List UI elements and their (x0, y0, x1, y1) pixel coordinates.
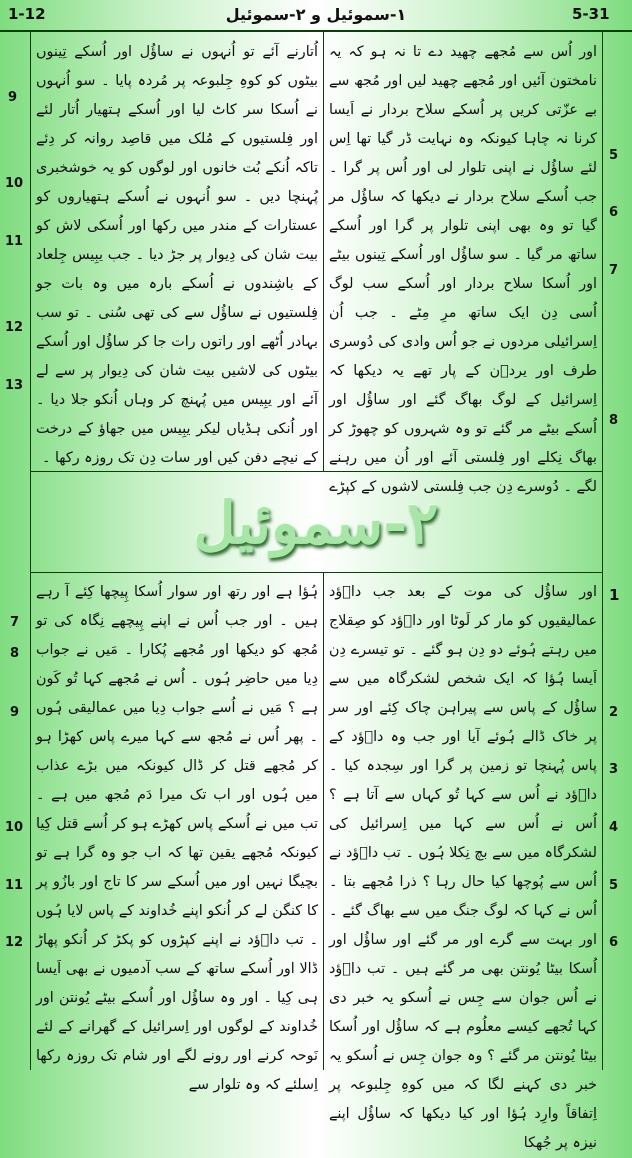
verse-number: 12 (5, 320, 24, 335)
running-head-title: ۱-سموئیل و ۲-سموئیل (225, 5, 407, 24)
verse-number: 2 (609, 705, 619, 720)
verse-number: 6 (609, 935, 619, 950)
verse-number: 12 (5, 935, 24, 950)
top-column-divider (323, 30, 324, 471)
bottom-right-column: اور ساؤُل کی موت کے بعد جب داؔؤد عمالیقیوں کو مار کر لَوٹا اور داؔؤد کو صِقلاج میں رہتے ہُوئے دو دِن ہو گئے ۔ تو تیسرے دِن اَیسا ہُؤا کہ ایک شخص لشکرگاہ میں سے ساؤُل کے پاس سے پیراہن چاک کِئے اور سر پر خاک ڈالے ہُوئے آیا اور جب وہ داؔؤد کے پاس پُہنچا تو زمین پر گرا اور سِجدہ کیا ۔ داؔؤد نے اُس سے کہا تُو کہاں سے آتا ہے ؟ اُس نے اُس سے کہا میں اِسرائیل کی لشکرگاہ میں سے بچ نِکلا ہُوں ۔ تب داؔؤد نے اُس سے پُوچھا کیا حال رہا ؟ ذرا مُجھے بتا ۔ اُس نے کہا کہ لوگ جنگ میں سے بھاگ گئے ۔ اور بہت سے گرے اور مر گئے اور ساؤُل اور اُسکا بیٹا یُونتن بھی مر گئے ہیں ۔ تب داؔؤد نے اُس جوان سے جِس نے اُسکو یہ خبر دی کہا تُجھے کیسے معلُوم ہے کہ ساؤُل اور اُسکا بیٹا یُونتن مر گئے ؟ وہ جوان جِس نے اُسکو یہ خبر دی کہنے لگا کہ میں کوہِ جِلبوعہ پر اِتفاقاً وارِد ہُؤا اور کیا دیکھا کہ ساؤُل اپنے نیزہ پر جُھکا (329, 584, 597, 1151)
bottom-column-divider (323, 572, 324, 1070)
verse-number: 13 (5, 378, 24, 393)
top-right-column: اور اُس سے مُجھے چھید دے تا نہ ہو کہ یہ نامختون آئیں اور مُجھے چھید لیں اور مُجھ سے بے عزّتی کریں پر اُسکے سلاح بردار نے اَیسا کرنا نہ چاہا کیونکہ وہ نہایت ڈر گیا تھا اِس لئے ساؤُل نے اپنی تلوار لی اور اُس پر گرا ۔ جب اُسکے سلاح بردار نے دیکھا کہ ساؤُل مر گیا تو وہ بھی اپنی تلوار پر گرا اور اُسکے ساتھ مر گیا ۔ سو ساؤُل اور اُسکے تِینوں بیٹے اور اُسکا سلاح بردار اور اُسکے سب لوگ اُسی دِن ایک ساتھ مرِ مِٹے ۔ جب اُن اِسرائیلی مردوں نے جو اُس وادی کی دُوسری طرف اور یردؔن کے پار تھے یہ دیکھا کہ اِسرائیل کے لوگ بھاگ گئے اور ساؤُل اور اُسکے بیٹے مر گئے تو وہ شہروں کو چھوڑ کر بھاگ نِکلے اور فِلستی آئے اور اُن میں رہنے لگے ۔ دُوسرے دِن جب فِلستی لاشوں کے کپڑے (329, 44, 597, 495)
verse-number: 3 (609, 762, 619, 777)
book-title: ۲-سموئیل (193, 489, 439, 557)
chapter-number: 1 (609, 586, 620, 604)
verse-number: 7 (10, 615, 20, 630)
verse-number: 10 (5, 176, 24, 191)
verse-number: 9 (8, 90, 18, 105)
header-right-ref: 1-12 (8, 5, 46, 23)
verse-number: 10 (5, 820, 24, 835)
verse-number: 6 (609, 205, 619, 220)
verse-number: 9 (10, 705, 20, 720)
verse-number: 5 (609, 148, 619, 163)
top-left-column: اُتارنے آئے تو اُنہوں نے ساؤُل اور اُسکے تِینوں بیٹوں کو کوہِ جِلبوعہ پر مُردہ پایا ۔ سو اُنہوں نے اُسکا سر کاٹ لیا اور اُسکے ہتھیار اُتار لئے اور فِلستیوں کے مُلک میں قاصِد روانہ کر دِئے تاکہ اُنکے بُت خانوں اور لوگوں کو یہ خوشخبری پُہنچا دیں ۔ سو اُنہوں نے اُسکے ہتھیاروں کو عستارات کے مندر میں رکھا اور اُسکی لاش کو بیت شان کی دِیوار پر جڑ دیا ۔ جب یبِیس جِلعاد کے باشِندوں نے اُسکے بارہ میں وہ بات جو فِلستیوں نے ساؤُل سے کی تھی سُنی ۔ تو سب بہادر اُٹھے اور راتوں رات جا کر ساؤُل اور اُسکے بیٹوں کی لاشیں بیت شان کی دِیوار پر سے لے آئے اور یبِیس میں پُہنچ کر وہاں اُنکو جلا دیا ۔ اور اُنکی ہڈیاں لیکر یبِیس میں جھاؤ کے درخت کے نیچے دفن کیں اور سات دِن تک روزہ رکھا ۔ (36, 44, 318, 466)
verse-number: 11 (5, 234, 24, 249)
verse-number: 8 (10, 646, 20, 661)
verse-number: 5 (609, 878, 619, 893)
section-bottom-rule (30, 572, 602, 573)
page-header (0, 0, 632, 32)
verse-number: 4 (609, 820, 619, 835)
verse-number: 8 (609, 413, 619, 428)
bottom-left-column: ہُؤا ہے اور رتھ اور سوار اُسکا پِیچھا کِئے آ رہے ہیں ۔ اور جب اُس نے اپنے پِیچھے نِگاہ کی تو مُجھ کو دیکھا اور مُجھے پُکارا ۔ مَیں نے جواب دِیا میں حاضِر ہُوں ۔ اُس نے مُجھے کہا تُو کَون ہے ؟ مَیں نے اُسے جواب دِیا میں عمالیقی ہُوں ۔ پھر اُس نے مُجھ سے کہا میرے پاس کھڑا ہو کر مُجھے قتل کر ڈال کیونکہ میں بڑے عذاب میں ہُوں اور اب تک میرا دَم مُجھ میں ہے ۔ تب میں نے اُسکے پاس کھڑے ہو کر اُسے قتل کِیا کیونکہ مُجھے یقین تھا کہ اب جو وہ گرا ہے تو بچیگا نہیں اور میں اُسکے سر کا تاج اور بازُو پر کا کنگن لے کر اُنکو اپنے خُداوند کے پاس لایا ہُوں ۔ تب داؔؤد نے اپنے کپڑوں کو پکڑ کر اُنکو پھاڑ ڈالا اور اُسکے ساتھ کے سب آدمیوں نے بھی اَیسا ہی کِیا ۔ اور وہ ساؤُل اور اُسکے بیٹے یُونتن اور خُداوند کے لوگوں اور اِسرائیل کے گھرانے کے لئے نَوحہ کرنے اور رونے لگے اور شام تک روزہ رکھا اِسلئے کہ وہ تلوار سے (36, 584, 318, 1093)
header-left-ref: 5-31 (572, 5, 610, 23)
verse-number: 7 (609, 263, 619, 278)
verse-number: 11 (5, 878, 24, 893)
